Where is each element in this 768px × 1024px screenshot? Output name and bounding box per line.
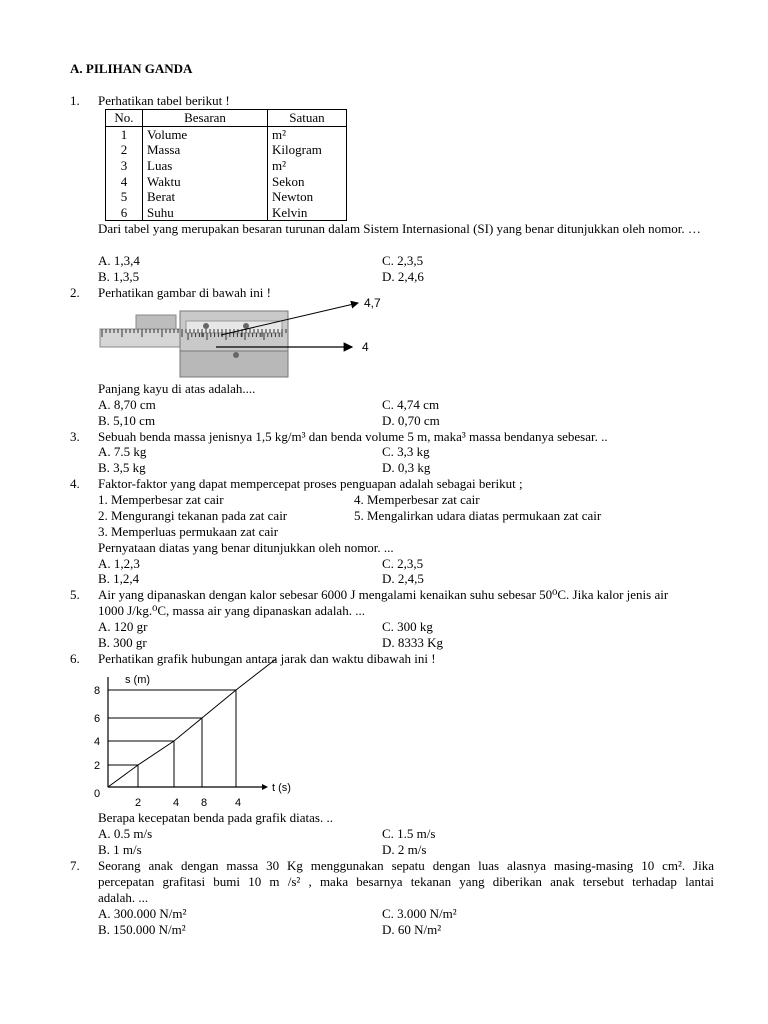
caliper-label-top: 4,7 — [364, 296, 381, 310]
table-cell: Massa — [143, 142, 268, 158]
table-cell: Newton — [268, 189, 347, 205]
q1-option-b[interactable]: B. 1,3,5 — [98, 269, 140, 284]
q4-option-d[interactable]: D. 2,4,5 — [382, 571, 424, 586]
q2-option-a[interactable]: A. 8,70 cm — [98, 397, 156, 412]
section-title: A. PILIHAN GANDA — [70, 61, 193, 76]
table-cell: 2 — [106, 142, 143, 158]
q3-text: Sebuah benda massa jenisnya 1,5 kg/m³ dan benda volume 5 m, maka³ massa bendanya sebesar. .. — [98, 429, 608, 444]
table-row — [106, 173, 347, 189]
q4-option-b[interactable]: B. 1,2,4 — [98, 571, 140, 586]
data-point — [174, 741, 175, 742]
caliper-label-bottom: 4 — [362, 340, 369, 354]
origin-label: 0 — [94, 788, 101, 800]
data-point — [138, 765, 139, 766]
q4-item-4: 4. Memperbesar zat cair — [354, 492, 480, 507]
q6-option-a[interactable]: A. 0.5 m/s — [98, 826, 153, 841]
table-cell: m² — [268, 126, 347, 142]
table-cell: 1 — [106, 126, 143, 142]
q4-number: 4. — [70, 476, 80, 491]
q1-question-text: Dari tabel yang merupakan besaran turunan dalam Sistem Internasional (SI) yang benar ditunjukkan oleh nomor. … — [98, 221, 701, 236]
q5-option-c[interactable]: C. 300 kg — [382, 619, 433, 634]
caliper-figure — [96, 293, 396, 383]
q5-line-1: Air yang dipanaskan dengan kalor sebesar 6000 J mengalami kenaikan suhu sebesar 50⁰C. Jika kalor jenis air — [98, 587, 669, 602]
q5-number: 5. — [70, 587, 80, 602]
y-tick-label: 4 — [94, 736, 101, 748]
table-cell: Sekon — [268, 173, 347, 189]
q6-option-d[interactable]: D. 2 m/s — [382, 842, 427, 857]
q5-option-b[interactable]: B. 300 gr — [98, 635, 147, 650]
table-row — [106, 205, 347, 221]
q6-option-b[interactable]: B. 1 m/s — [98, 842, 142, 857]
x-axis-arrow — [262, 784, 268, 790]
q4-item-2: 2. Mengurangi tekanan pada zat cair — [98, 508, 288, 523]
table-cell: 4 — [106, 173, 143, 189]
q7-number: 7. — [70, 858, 80, 873]
q1-option-a[interactable]: A. 1,3,4 — [98, 253, 140, 268]
quantities-table — [105, 109, 347, 221]
q5-option-d[interactable]: D. 8333 Kg — [382, 635, 444, 650]
table-header-satuan: Satuan — [268, 110, 347, 127]
table-row — [106, 142, 347, 158]
q6-question: Berapa kecepatan benda pada grafik diatas. .. — [98, 810, 333, 825]
q3-option-b[interactable]: B. 3,5 kg — [98, 460, 146, 475]
table-cell: Suhu — [143, 205, 268, 221]
x-tick-label: 4 — [234, 797, 242, 809]
q1-option-c[interactable]: C. 2,3,5 — [382, 253, 424, 268]
x-tick-label: 4 — [172, 797, 180, 809]
table-row — [106, 189, 347, 205]
q3-option-d[interactable]: D. 0,3 kg — [382, 460, 431, 475]
q6-option-c[interactable]: C. 1.5 m/s — [382, 826, 436, 841]
q7-line-2: percepatan grafitasi bumi 10 m /s² , maka besarnya tekanan yang diberikan anak tersebut terhadap lantai — [98, 874, 714, 889]
y-tick-label: 6 — [94, 713, 101, 725]
x-tick-label: 2 — [134, 797, 142, 809]
q6-text: Perhatikan grafik hubungan antara jarak dan waktu dibawah ini ! — [98, 651, 436, 666]
q2-option-c[interactable]: C. 4,74 cm — [382, 397, 440, 412]
table-cell: Waktu — [143, 173, 268, 189]
data-point — [108, 787, 109, 788]
table-row — [106, 158, 347, 174]
y-tick-label: 8 — [94, 685, 101, 697]
q4-option-c[interactable]: C. 2,3,5 — [382, 556, 424, 571]
table-cell: Berat — [143, 189, 268, 205]
table-header-no: No. — [106, 110, 143, 127]
q1-number: 1. — [70, 93, 80, 108]
table-cell: 6 — [106, 205, 143, 221]
table-cell: 5 — [106, 189, 143, 205]
q7-line-3: adalah. ... — [98, 890, 149, 905]
q1-option-d[interactable]: D. 2,4,6 — [382, 269, 424, 284]
q5-line-2: 1000 J/kg.⁰C, massa air yang dipanaskan adalah. ... — [98, 603, 365, 618]
q7-option-d[interactable]: D. 60 N/m² — [382, 922, 442, 937]
q7-option-b[interactable]: B. 150.000 N/m² — [98, 922, 186, 937]
table-header-besaran: Besaran — [143, 110, 268, 127]
table-cell: Kilogram — [268, 142, 347, 158]
series-line — [108, 690, 236, 787]
series-line-extension — [236, 659, 276, 690]
graph-plot-area — [94, 659, 291, 809]
q1-intro: Perhatikan tabel berikut ! — [98, 93, 230, 108]
x-axis-label: t (s) — [272, 782, 291, 794]
table-cell: Volume — [143, 126, 268, 142]
q2-number: 2. — [70, 285, 80, 300]
data-point — [236, 690, 237, 691]
q4-option-a[interactable]: A. 1,2,3 — [98, 556, 140, 571]
table-cell: Kelvin — [268, 205, 347, 221]
q2-option-d[interactable]: D. 0,70 cm — [382, 413, 440, 428]
y-tick-label: 2 — [94, 760, 101, 772]
q7-option-c[interactable]: C. 3.000 N/m² — [382, 906, 457, 921]
table-row — [106, 126, 347, 142]
q4-item-3: 3. Memperluas permukaan zat cair — [98, 524, 279, 539]
table-cell: 3 — [106, 158, 143, 174]
q6-number: 6. — [70, 651, 80, 666]
q3-option-c[interactable]: C. 3,3 kg — [382, 444, 430, 459]
q4-statement: Pernyataan diatas yang benar ditunjukkan oleh nomor. ... — [98, 540, 394, 555]
x-tick-label: 8 — [200, 797, 208, 809]
q4-text: Faktor-faktor yang dapat mempercepat proses penguapan adalah sebagai berikut ; — [98, 476, 523, 491]
table-cell: m² — [268, 158, 347, 174]
distance-time-graph — [88, 655, 291, 810]
q2-intro: Perhatikan gambar di bawah ini ! — [98, 285, 271, 300]
q3-number: 3. — [70, 429, 80, 444]
y-axis-label: s (m) — [125, 674, 151, 686]
q7-option-a[interactable]: A. 300.000 N/m² — [98, 906, 187, 921]
q5-option-a[interactable]: A. 120 gr — [98, 619, 148, 634]
table-cell: Luas — [143, 158, 268, 174]
q4-item-5: 5. Mengalirkan udara diatas permukaan zat cair — [354, 508, 602, 523]
q2-question: Panjang kayu di atas adalah.... — [98, 381, 256, 396]
q4-item-1: 1. Memperbesar zat cair — [98, 492, 224, 507]
q3-option-a[interactable]: A. 7.5 kg — [98, 444, 147, 459]
q2-option-b[interactable]: B. 5,10 cm — [98, 413, 156, 428]
q7-line-1: Seorang anak dengan massa 30 Kg menggunakan sepatu dengan luas alasnya masing-masing 10 cm². Jika — [98, 858, 714, 873]
